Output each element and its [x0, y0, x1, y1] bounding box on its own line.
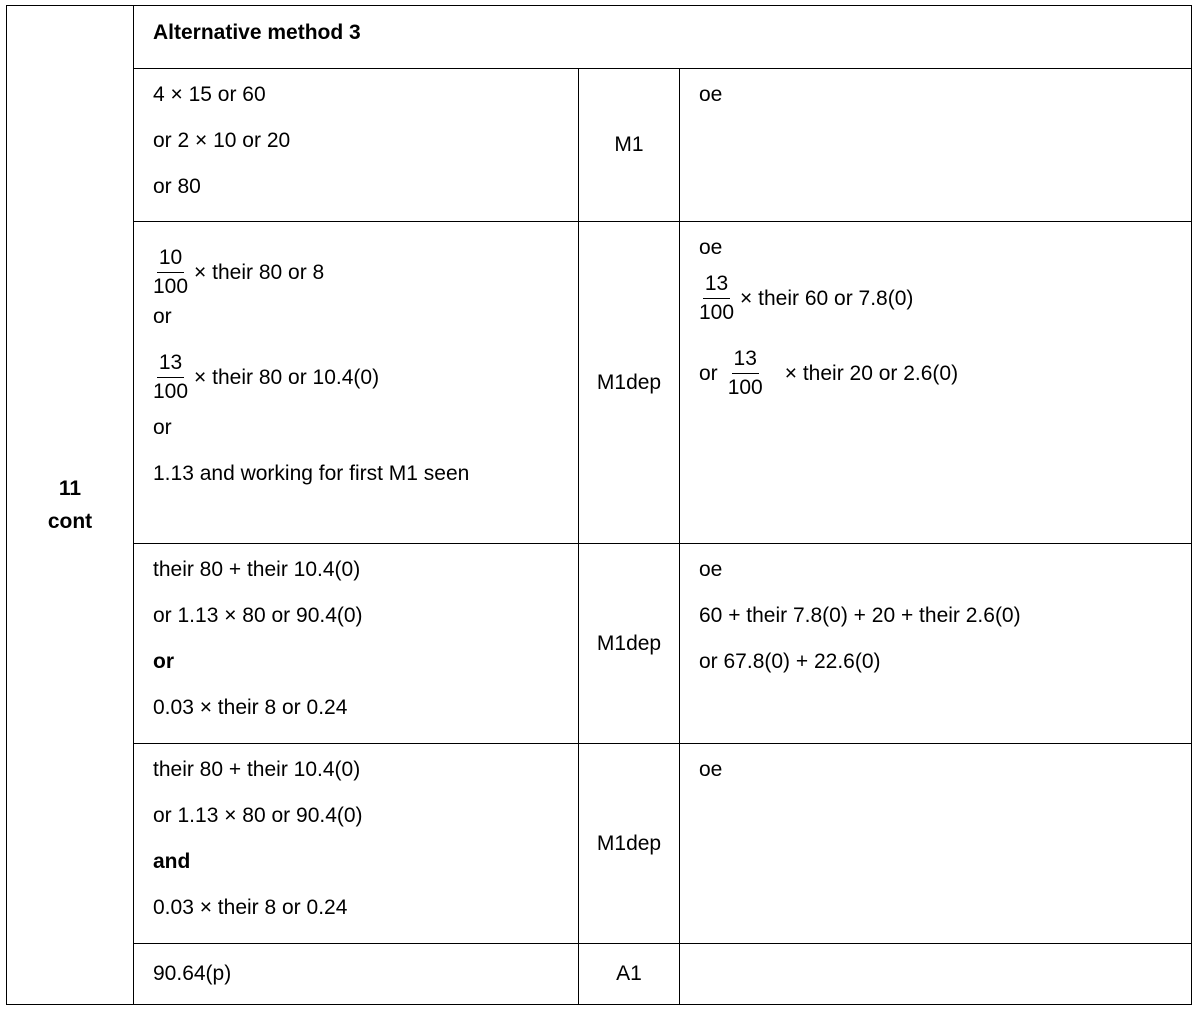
- working-line: 90.64(p): [153, 962, 232, 985]
- mark-cell: M1dep: [579, 744, 680, 944]
- working-cell: [134, 944, 579, 1005]
- fraction-denominator: 100: [153, 380, 189, 403]
- mark-cell: M1dep: [579, 544, 680, 744]
- fraction-denominator: 100: [699, 301, 735, 324]
- mark-row: [7, 944, 1192, 1005]
- mark-row: [7, 544, 1192, 744]
- mark-row: [7, 222, 1192, 544]
- working-line: or 2 × 10 or 20: [153, 129, 291, 152]
- working-line: or: [153, 416, 172, 439]
- question-number-cell: [7, 6, 134, 1005]
- method-title: Alternative method 3: [134, 6, 1192, 69]
- working-line: and: [153, 850, 191, 873]
- comment-cell: [680, 744, 1192, 944]
- working-line: 0.03 × their 8 or 0.24: [153, 896, 348, 919]
- fraction-rest: × their 80 or 8: [194, 260, 325, 284]
- fraction-line: [699, 266, 1191, 331]
- fraction: [728, 347, 763, 400]
- comment-line: oe: [699, 558, 723, 581]
- working-line: or 1.13 × 80 or 90.4(0): [153, 804, 363, 827]
- fraction-line: [153, 240, 578, 305]
- working-line: 0.03 × their 8 or 0.24: [153, 696, 348, 719]
- comment-cell: [680, 544, 1192, 744]
- working-line: their 80 + their 10.4(0): [153, 558, 361, 581]
- title-row: [7, 6, 1192, 69]
- working-cell: [134, 744, 579, 944]
- comment-cell: [680, 69, 1192, 222]
- comment-line: oe: [699, 83, 723, 106]
- comment-line: 60 + their 7.8(0) + 20 + their 2.6(0): [699, 604, 1021, 627]
- mark-row: [7, 744, 1192, 944]
- fraction-numerator: 13: [703, 272, 730, 299]
- working-line: or: [153, 650, 174, 673]
- fraction-line: [153, 345, 578, 410]
- working-line: or 80: [153, 175, 201, 198]
- fraction: [699, 272, 734, 325]
- mark-cell: M1dep: [579, 222, 680, 544]
- comment-line: oe: [699, 758, 723, 781]
- mark-cell: A1: [579, 944, 680, 1005]
- fraction-rest: × their 20 or 2.6(0): [784, 361, 959, 385]
- mark-row: [7, 69, 1192, 222]
- working-cell: [134, 222, 579, 544]
- fraction-line: [699, 341, 1191, 406]
- fraction-numerator: 13: [157, 351, 184, 378]
- working-cell: [134, 544, 579, 744]
- working-cell: [134, 69, 579, 222]
- comment-or: or: [699, 361, 718, 385]
- fraction: [153, 246, 188, 299]
- mark-scheme-table: [6, 5, 1192, 1005]
- comment-cell: [680, 222, 1192, 544]
- question-number: 11: [58, 477, 82, 500]
- comment-cell: [680, 944, 1192, 1005]
- fraction-denominator: 100: [153, 275, 189, 298]
- mark-cell: M1: [579, 69, 680, 222]
- question-suffix: cont: [47, 510, 93, 533]
- comment-line: oe: [699, 236, 723, 259]
- fraction: [153, 351, 188, 404]
- working-line: or: [153, 305, 172, 328]
- working-line: 4 × 15 or 60: [153, 83, 266, 106]
- fraction-denominator: 100: [727, 376, 763, 399]
- working-line: or 1.13 × 80 or 90.4(0): [153, 604, 363, 627]
- fraction-rest: × their 60 or 7.8(0): [740, 286, 914, 310]
- working-line: 1.13 and working for first M1 seen: [153, 462, 470, 485]
- working-line: their 80 + their 10.4(0): [153, 758, 361, 781]
- fraction-rest: × their 80 or 10.4(0): [194, 365, 380, 389]
- fraction-numerator: 10: [157, 246, 184, 273]
- comment-line: or 67.8(0) + 22.6(0): [699, 650, 881, 673]
- fraction-numerator: 13: [732, 347, 759, 374]
